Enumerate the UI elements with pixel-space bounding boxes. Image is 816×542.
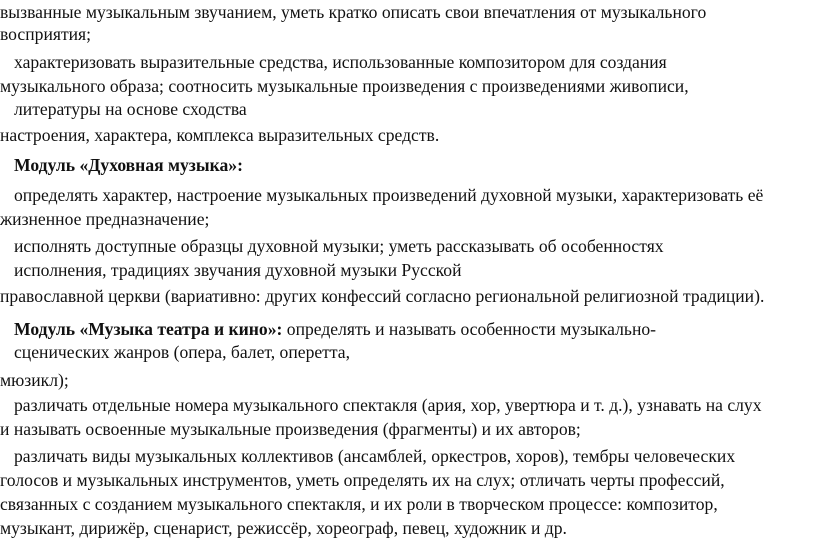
text-line: связанных с созданием музыкального спектакля, и их роли в творческом процессе: композитор,	[0, 494, 718, 514]
text-line: музыкального образа; соотносить музыкальные произведения с произведениями живописи,	[0, 76, 689, 96]
text-line: сценических жанров (опера, балет, оперетта,	[14, 342, 350, 362]
text-line: жизненное предназначение;	[0, 209, 210, 229]
text-line: исполнять доступные образцы духовной музыки; уметь рассказывать об особенностях	[14, 236, 664, 256]
text-line: голосов и музыкальных инструментов, уметь определять их на слух; отличать черты профессий,	[0, 470, 725, 490]
text-line: определять и называть особенности музыкально-	[282, 319, 657, 339]
text-line: характеризовать выразительные средства, использованные композитором для создания	[14, 52, 667, 72]
text-line: и называть освоенные музыкальные произведения (фрагменты) и их авторов;	[0, 419, 581, 439]
text-line: вызванные музыкальным звучанием, уметь кратко описать свои впечатления от музыкального	[0, 2, 707, 22]
text-line: различать отдельные номера музыкального спектакля (ария, хор, увертюра и т. д.), узнавать на слух	[14, 395, 762, 415]
text-line: литературы на основе сходства	[14, 99, 247, 119]
module-heading-spiritual-music: Модуль «Духовная музыка»:	[14, 155, 243, 175]
text-line: мюзикл);	[0, 370, 69, 390]
module-heading-line	[14, 319, 656, 339]
text-line: определять характер, настроение музыкальных произведений духовной музыки, характеризовать её	[14, 185, 764, 205]
text-line: настроения, характера, комплекса выразительных средств.	[0, 125, 440, 145]
text-line: различать виды музыкальных коллективов (ансамблей, оркестров, хоров), тембры человеческих	[14, 446, 736, 466]
text-line: музыкант, дирижёр, сценарист, режиссёр, хореограф, певец, художник и др.	[0, 518, 567, 538]
text-line: православной церкви (вариативно: других конфессий согласно региональной религиозной традиции).	[0, 286, 765, 306]
module-heading-theatre-cinema: Модуль «Музыка театра и кино»:	[14, 319, 283, 339]
text-line: исполнения, традициях звучания духовной музыки Русской	[14, 260, 462, 280]
text-line: восприятия;	[0, 24, 92, 44]
